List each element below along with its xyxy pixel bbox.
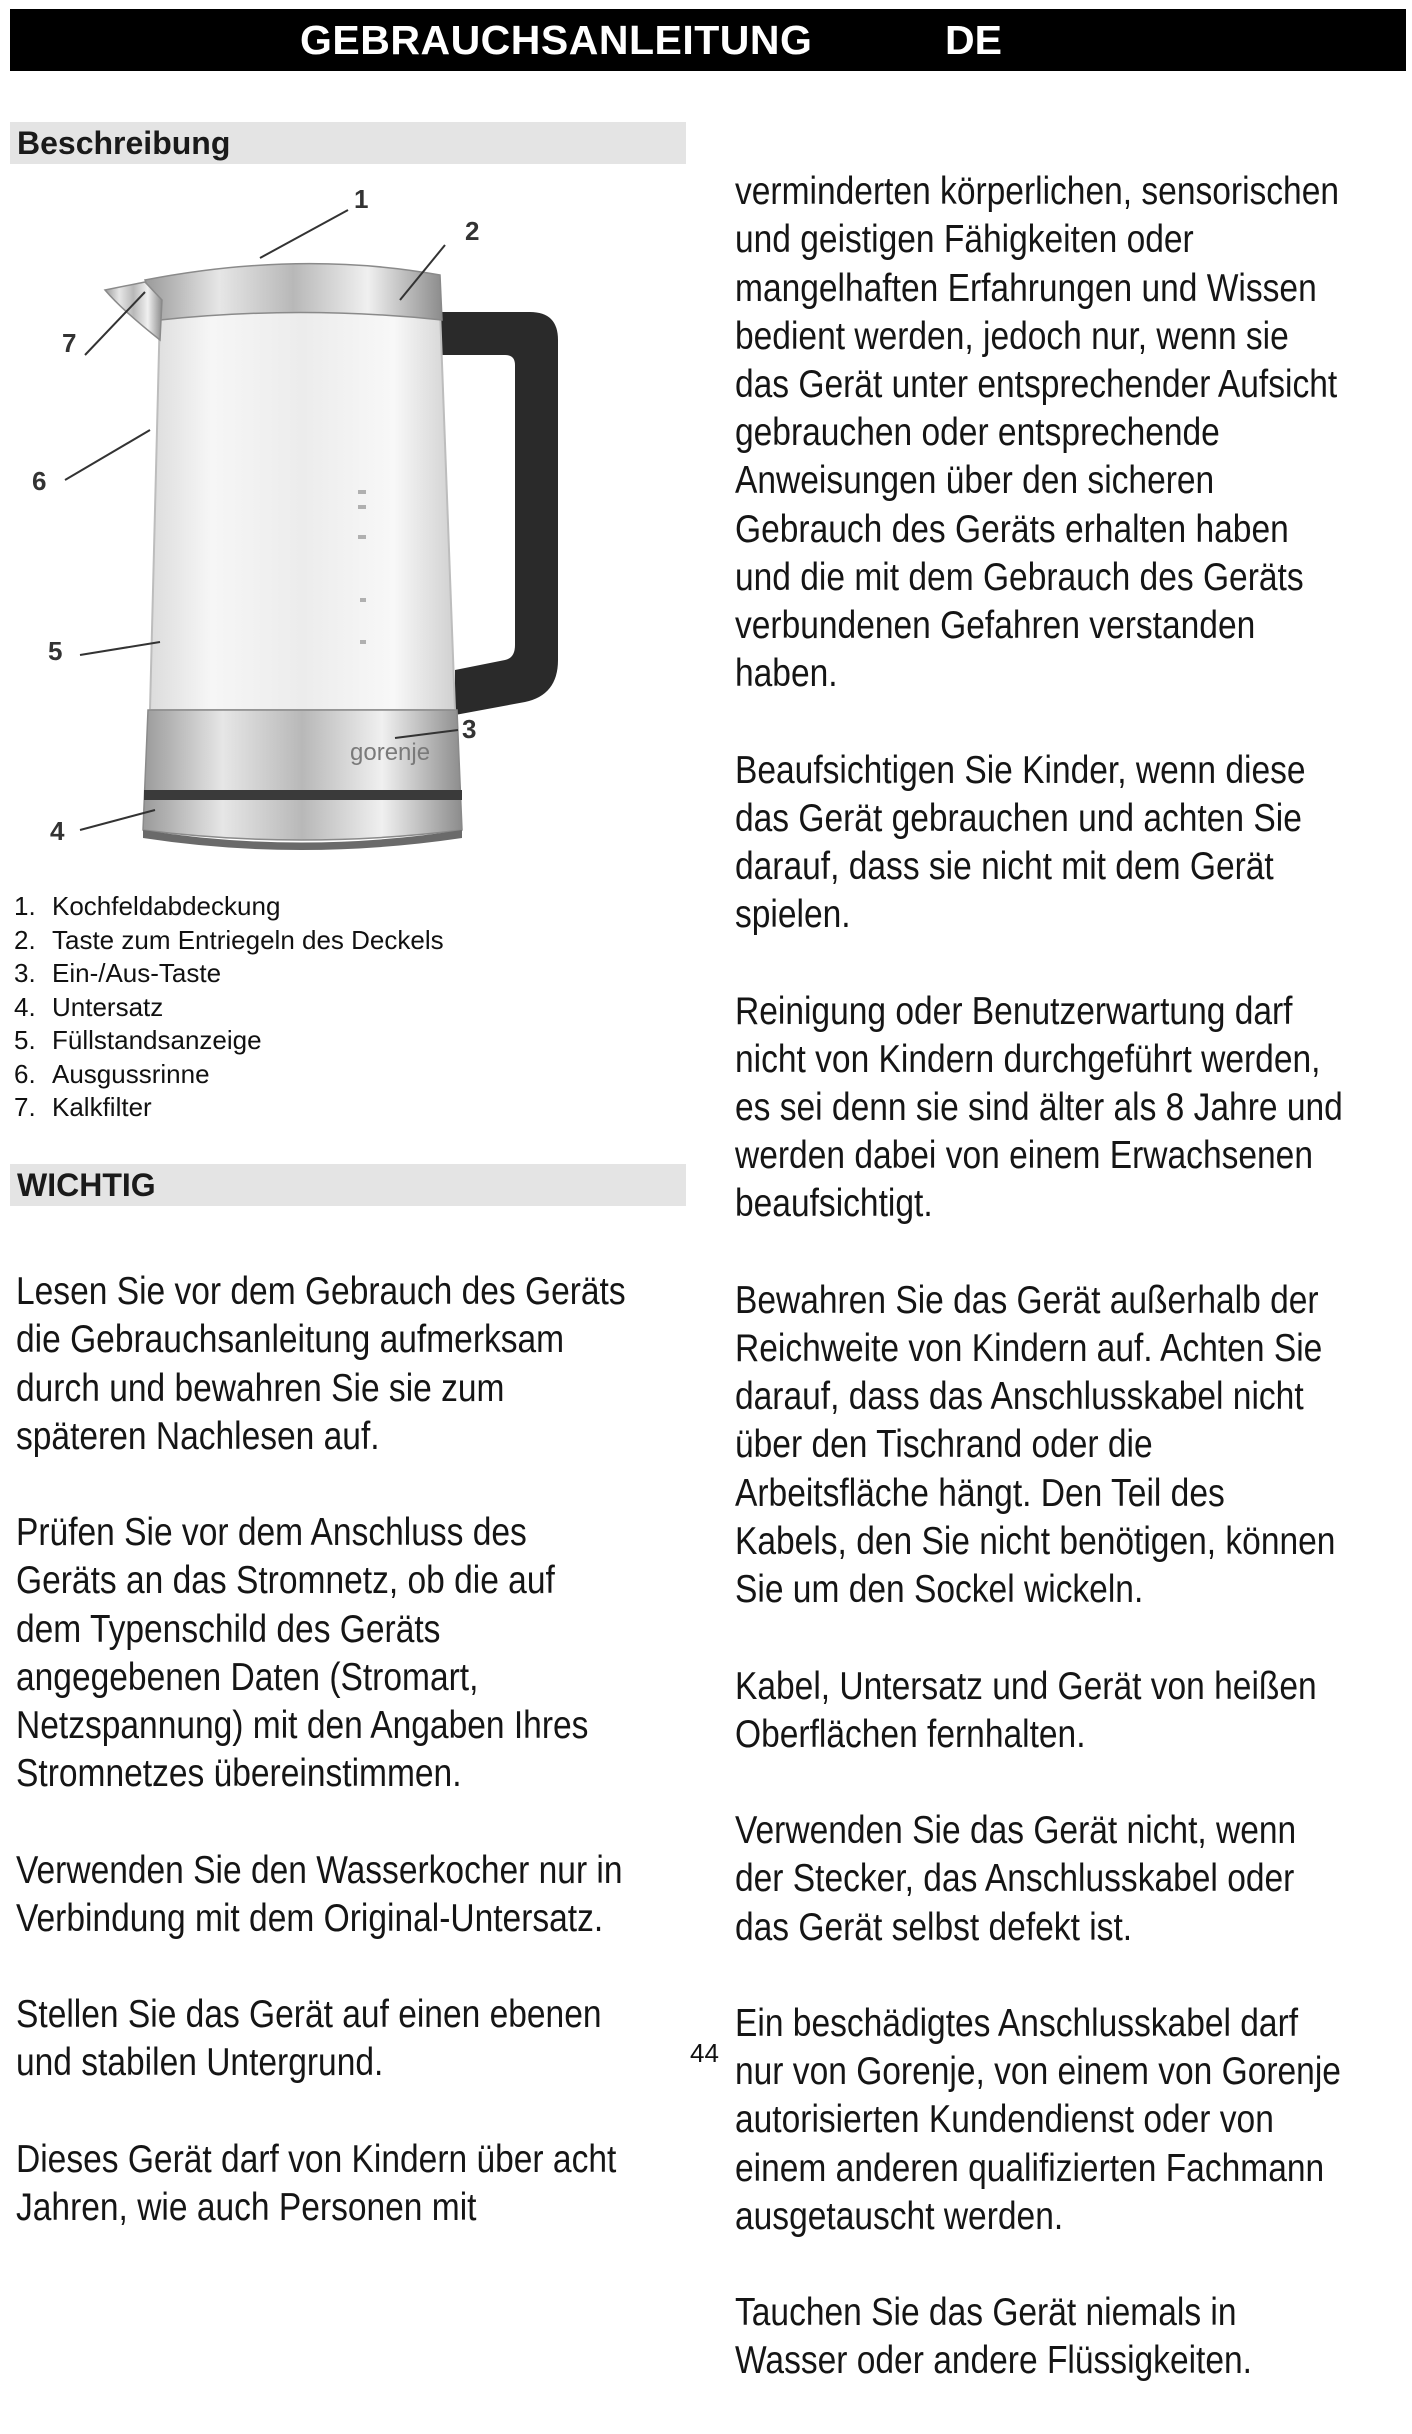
paragraph: Stellen Sie das Gerät auf einen ebenen und stabilen Untergrund.: [16, 1993, 602, 2085]
callout-6: 6: [32, 466, 47, 496]
paragraph: Bewahren Sie das Gerät außerhalb der Reichweite von Kindern auf. Achten Sie darauf, dass das Anschlusskabel nicht über den Tischrand oder die Arbeitsfläche hängt. Den Teil des Kabels, den Sie nicht benötigen, können Sie um den Sockel wickeln.: [735, 1278, 1336, 1612]
kettle-lid-ring: [145, 264, 442, 320]
callout-5: 5: [48, 636, 63, 666]
list-item: 1. Kochfeldabdeckung: [14, 891, 281, 921]
paragraph: Lesen Sie vor dem Gebrauch des Geräts die Gebrauchsanleitung aufmerksam durch und bewahren Sie sie zum späteren Nachlesen auf.: [16, 1270, 626, 1458]
language-code: DE: [945, 17, 1002, 63]
list-item: 3. Ein-/Aus-Taste: [14, 958, 222, 988]
list-item: 6. Ausgussrinne: [14, 1058, 210, 1089]
brand-logo: gorenje: [350, 739, 431, 766]
page-number: 44: [690, 2038, 719, 2068]
parts-list: [14, 890, 444, 1125]
paragraph: Prüfen Sie vor dem Anschluss des Geräts an das Stromnetz, ob die auf dem Typenschild des Geräts angegebenen Daten (Stromart, Netzspannung) mit den Angaben Ihres Stromnetzes übereinstimmen.: [16, 1511, 589, 1796]
section-heading-description: [10, 122, 686, 164]
paragraph: Beaufsichtigen Sie Kinder, wenn diese das Gerät gebrauchen und achten Sie darauf, dass sie nicht mit dem Gerät spielen.: [735, 748, 1306, 937]
kettle-glass-body: [150, 310, 455, 710]
paragraph: Dieses Gerät darf von Kindern über acht Jahren, wie auch Personen mit: [16, 2137, 617, 2230]
list-item: 4. Untersatz: [14, 991, 164, 1022]
list-item: 7. Kalkfilter: [14, 1092, 152, 1122]
callout-2: 2: [465, 216, 480, 246]
page-title: GEBRAUCHSANLEITUNG: [300, 17, 813, 63]
callout-4: 4: [50, 816, 65, 846]
section-heading-description-label: Beschreibung: [17, 125, 231, 161]
list-item: 2. Taste zum Entriegeln des Deckels: [14, 924, 444, 955]
paragraph: Reinigung oder Benutzerwartung darf nicht von Kindern durchgeführt werden, es sei denn sie sind älter als 8 Jahre und werden dabei von einem Erwachsenen beaufsichtigt.: [735, 989, 1343, 1226]
header-bar: [10, 9, 1406, 71]
list-item: 5. Füllstandsanzeige: [14, 1025, 262, 1055]
callout-7: 7: [62, 328, 77, 358]
kettle-base: [143, 710, 462, 840]
paragraph: Ein beschädigtes Anschlusskabel darf nur von Gorenje, von einem von Gorenje autorisierten Kundendienst oder von einem anderen qualifizierten Fachmann ausgetauscht werden.: [735, 2001, 1341, 2238]
important-text-left: [16, 1220, 678, 2280]
paragraph: Kabel, Untersatz und Gerät von heißen Oberflächen fernhalten.: [735, 1664, 1317, 1756]
paragraph: Verwenden Sie das Gerät nicht, wenn der Stecker, das Anschlusskabel oder das Gerät selbst defekt ist.: [735, 1809, 1297, 1949]
paragraph: Tauchen Sie das Gerät niemals in Wasser oder andere Flüssigkeiten.: [735, 2291, 1253, 2383]
paragraph: Verwenden Sie den Wasserkocher nur in Verbindung mit dem Original-Untersatz.: [16, 1848, 623, 1940]
important-text-right: [735, 120, 1412, 2434]
kettle-diagram: [10, 190, 670, 880]
kettle-spout: [105, 282, 162, 340]
callout-1: 1: [354, 190, 369, 214]
section-heading-important-label: WICHTIG: [17, 1167, 156, 1203]
section-heading-important: [10, 1164, 686, 1206]
paragraph: verminderten körperlichen, sensorischen und geistigen Fähigkeiten oder mangelhaften Erfahrungen und Wissen bedient werden, jedoch nur, wenn sie das Gerät unter entsprechender Aufsicht gebrauchen oder entsprechende Anweisungen über den sicheren Gebrauch des Geräts erhalten haben und die mit dem Gebrauch des Geräts verbundenen Gefahren verstanden haben.: [735, 170, 1340, 696]
callout-3: 3: [462, 714, 477, 744]
